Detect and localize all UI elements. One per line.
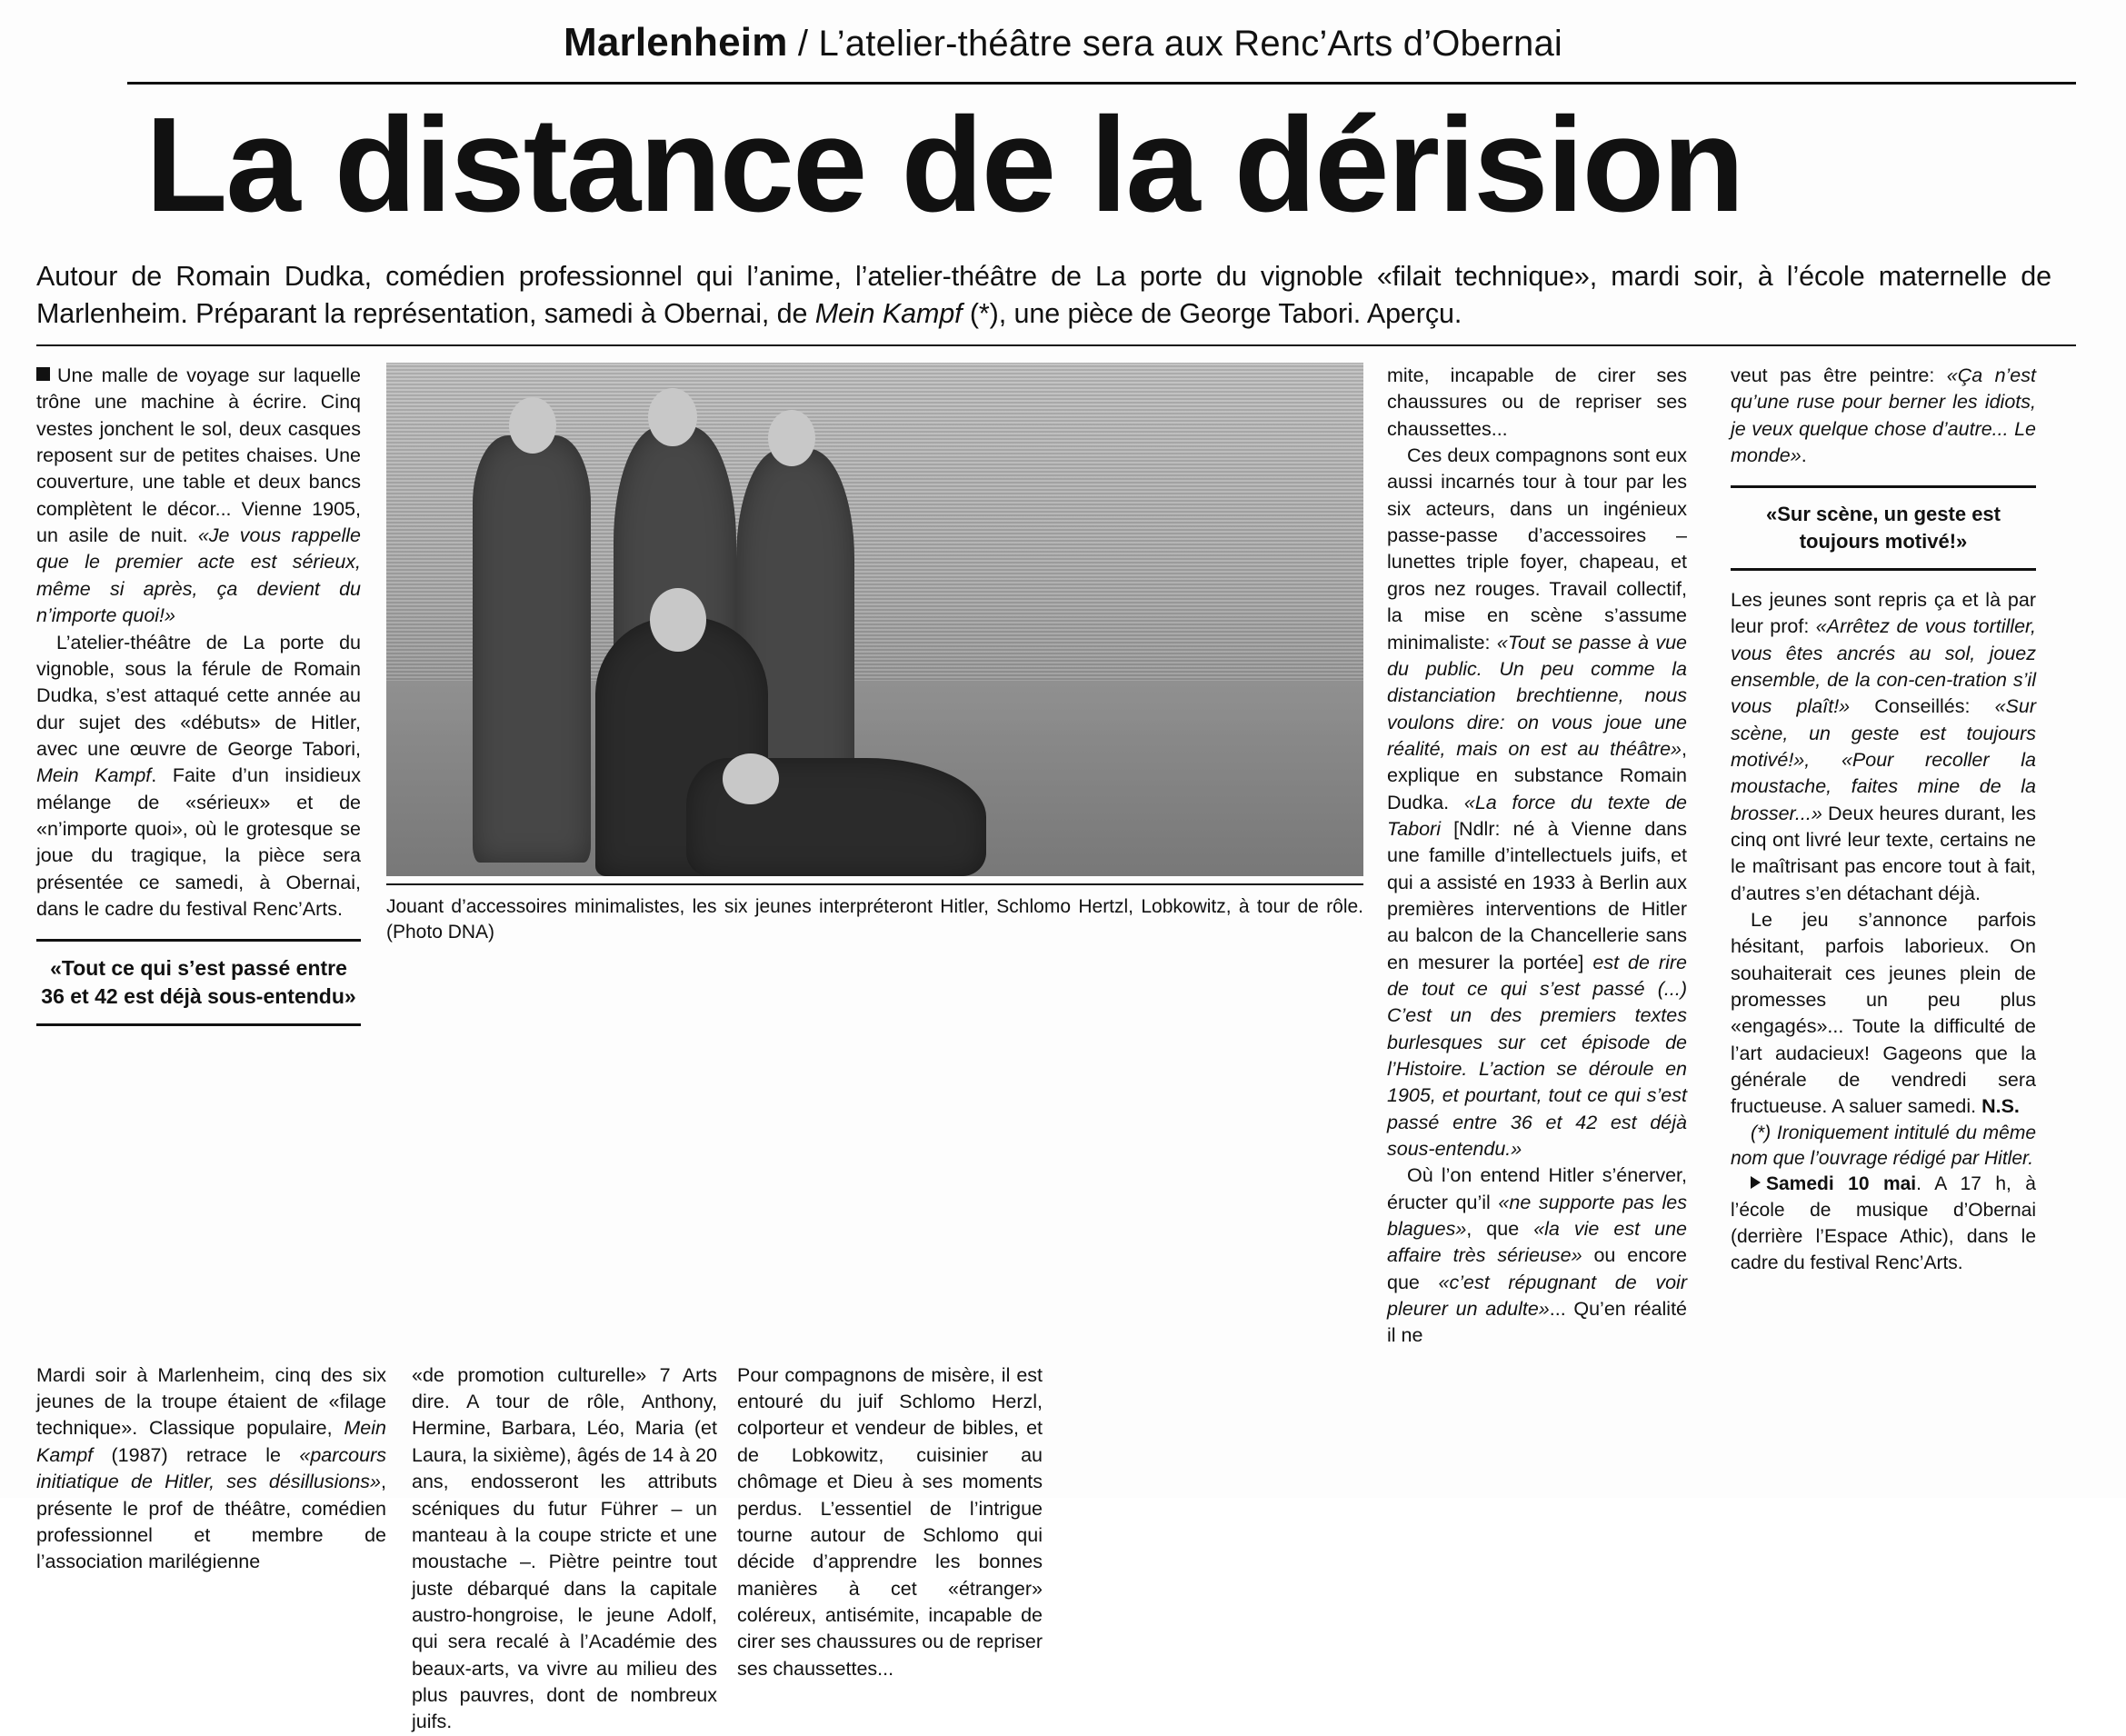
article-footnote: (*) Ironiquement intitulé du même nom que l’ouvrage rédigé par Hitler. <box>1731 1122 2036 1170</box>
column3-paragraph-2 <box>1387 443 1687 1162</box>
column3-paragraph-3 <box>1387 1162 1687 1349</box>
column1-p3-title: Mein Kampf <box>36 1417 386 1466</box>
agenda-text: . A 17 h, à l’école de musique d’Obernai (derrière l’Espace Athic), dans le cadre du festival Renc’Arts. <box>1731 1173 2036 1274</box>
column-4 <box>1709 363 2036 1350</box>
column4-p1-a: veut pas être peintre: <box>1731 364 1947 387</box>
author-signature: N.S. <box>1981 1095 2020 1118</box>
column1-p3-quote: «parcours initiatique de Hitler, ses désillusions» <box>36 1443 386 1493</box>
standfirst-part-1: Autour de Romain Dudka, comédien professionnel qui l’anime, l’atelier-théâtre de La porte du vignoble «filait technique», mardi soir, à l’école maternelle de Marlenheim. Préparant la représentation, samedi à Obernai, de <box>36 260 2051 329</box>
column1-p1-quote: «Je vous rappelle que le premier acte est sérieux, même si après, ça devient du n’importe quoi!» <box>36 524 361 627</box>
column1-p3-b: (1987) retrace le <box>93 1443 300 1466</box>
column2-paragraph-1: «de promotion culturelle» 7 Arts dire. A tour de rôle, Anthony, Hermine, Barbara, Léo, Maria (et Laura, la sixième), âgés de 14 à 20 ans, endosseront les attributs scéniques du futur Führer – un manteau à la coupe stricte et une moustache –. Piètre peintre tout juste débarqué dans la capitale austro-hongroise, le jeune Adolf, qui sera recalé à l’Académie des beaux-arts, va vivre au milieu des plus pauvres, dont de nombreux juifs. <box>412 1363 717 1733</box>
article-kicker <box>0 0 2126 65</box>
page-bottom-sliver <box>36 1489 418 1498</box>
column4-p2-quote-b: «Sur scène, un geste est toujours motivé!», «Pour recoller la moustache, faites mine de la brosser...» <box>1731 695 2036 824</box>
pull-quote-1: «Tout ce qui s’est passé entre 36 et 42 est déjà sous-entendu» <box>36 939 361 1026</box>
photo-head-center-back <box>648 388 697 446</box>
lower-column-2a <box>412 1362 737 1736</box>
column1-p2-title: Mein Kampf <box>36 764 152 787</box>
kicker-separator: / <box>787 24 819 64</box>
standfirst-part-2: (*), une pièce de George Tabori. Aperçu. <box>962 297 1462 329</box>
column4-p2-quote-a: «Arrêtez de vous tortiller, vous êtes ancrés au sol, jouez ensemble, de la con-cen-tration s’il vous plaît!» <box>1731 615 2036 718</box>
page-title: La distance de la dérision <box>145 90 1743 240</box>
article-photo <box>386 363 1363 876</box>
lower-column-2c <box>1063 1362 1389 1736</box>
column3-p4-quote-a: «ne supporte pas les blagues» <box>1387 1191 1687 1241</box>
column4-p2-c: Deux heures durant, les cinq ont livré leur texte, certains ne le maîtrisant pas encore tout à fait, d’autres s’en détachant déjà. <box>1731 802 2036 904</box>
column1-paragraph-1 <box>36 363 361 629</box>
column3-p2-quote: «Tout se passe à vue du public. Un peu comme la distanciation brechtienne, nous voulons dire: on vous joue une réalité, mais on est au théâtre» <box>1387 631 1687 760</box>
column4-paragraph-3 <box>1731 907 2036 1121</box>
column3-p4-d: ... Qu’en réalité il ne <box>1387 1298 1687 1347</box>
column3-p4-a: Où l’on entend Hitler s’énerver, éructer qu’il <box>1387 1164 1687 1213</box>
photo-caption <box>386 883 1363 946</box>
column1-p1-text: Une malle de voyage sur laquelle trône une machine à écrire. Cinq vestes jonchent le sol, deux casques reposent sur de petites chaises. Une couverture, une table et deux bancs complètent le décor... Vienne 1905, un asile de nuit. <box>36 364 361 547</box>
lower-column-1-body <box>36 1362 386 1576</box>
column4-p1-quote: «Ça n’est qu’une ruse pour berner les idiots, je veux quelque chose d’autre... Le monde» <box>1731 364 2036 467</box>
column4-p2-a: Les jeunes sont repris ça et là par leur prof: <box>1731 588 2036 638</box>
column3-paragraph-1: mite, incapable de cirer ses chaussures ou de repriser ses chaussettes... <box>1387 364 1687 440</box>
lower-column-2-group <box>412 1362 1389 1736</box>
kicker-subject: L’atelier-théâtre sera aux Renc’Arts d’Obernai <box>818 24 1562 64</box>
triangle-bullet-icon <box>1751 1176 1761 1189</box>
article-standfirst <box>0 234 2126 332</box>
photo-caption-text: Jouant d’accessoires minimalistes, les six jeunes interpréteront Hitler, Schlomo Hertzl, Lobkowitz, à tour de rôle. <box>386 896 1363 918</box>
kicker-town: Marlenheim <box>564 20 788 65</box>
photo-head-seated <box>650 588 706 652</box>
column3-p3-bracket: [Ndlr: né à Vienne dans une famille d’intellectuels juifs, et qui a assisté en 1933 à Berlin aux premières interventions de Hitler au balcon de la Chancellerie sans en mesurer la portée] <box>1387 817 1687 973</box>
column3-p2-a: Ces deux compagnons sont eux aussi incarnés tour à tour par les six acteurs, dans un ingénieux passe-passe d’accessoires – lunettes triple foyer, chapeau, et gros nez rouges. Travail collectif, la mise en scène s’assume minimaliste: <box>1387 444 1687 653</box>
photo-figure-left <box>473 435 591 863</box>
column1-p3-a: Mardi soir à Marlenheim, cinq des six jeunes de la troupe étaient de «filage technique». Classique populaire, <box>36 1363 386 1440</box>
photo-head-left <box>509 397 556 454</box>
column1-p3-c: , présente le prof de théâtre, comédien professionnel et membre de l’association marilégienne <box>36 1471 386 1573</box>
column1-p2-b: . Faite d’un insidieux mélange de «sérieux» et de «n’importe quoi», où le grotesque se joue du tragique, la pièce sera présentée ce samedi, à Obernai, dans le cadre du festival Renc’Arts. <box>36 764 362 920</box>
photo-wrapper <box>386 363 1363 876</box>
column4-paragraph-2 <box>1731 587 2036 907</box>
column1-p2-a: L’atelier-théâtre de La porte du vignoble, sous la férule de Romain Dudka, s’est attaqué cette année au dur sujet des «débuts» de Hitler, avec une œuvre de George Tabori, <box>36 631 361 760</box>
column1-paragraph-3 <box>36 1362 386 1576</box>
photo-head-right <box>768 410 815 466</box>
lower-column-1 <box>36 1362 412 1736</box>
column4-paragraph-1 <box>1731 363 2036 469</box>
main-columns <box>0 346 2126 1350</box>
column3-p2-b: , explique en substance Romain Dudka. <box>1387 737 1687 813</box>
photo-credit: (Photo DNA) <box>386 922 495 943</box>
agenda-date: Samedi 10 mai <box>1766 1173 1917 1195</box>
column-2-photo <box>386 363 1363 1350</box>
column3-p3-quote-a: «La force du texte de Tabori <box>1387 791 1687 840</box>
lower-column-2b <box>737 1362 1063 1736</box>
square-bullet-icon <box>36 367 50 381</box>
column-3 <box>1363 363 1709 1350</box>
column3-p4-b: , que <box>1466 1218 1534 1241</box>
column3-p3-quote-b: est de rire de tout ce qui s’est passé (...) C’est un des premiers textes burlesques sur cet épisode de l’Histoire. L’action se déroule en 1905, et pourtant, tout ce qui s’est passé entre 36 et 42 est déjà sous-entendu.» <box>1387 951 1687 1161</box>
photo-head-lying <box>723 753 779 804</box>
pull-quote-2: «Sur scène, un geste est toujours motivé!» <box>1731 485 2036 570</box>
column1-paragraph-2 <box>36 630 361 923</box>
header-rule <box>127 82 2076 85</box>
column3-p4-quote-b: «la vie est une affaire très sérieuse» <box>1387 1218 1687 1267</box>
column2-paragraph-2: Pour compagnons de misère, il est entouré du juif Schlomo Herzl, colporteur et vendeur de bibles, et de Lobkowitz, cuisinier au chômage et Dieu à ses moments perdus. L’essentiel de l’intrigue tourne autour de Schlomo qui décide d’apprendre les bonnes manières à cet «étranger» coléreux, antisémite, incapable de cirer ses chaussures ou de repriser ses chaussettes... <box>737 1363 1043 1680</box>
standfirst-work-title: Mein Kampf <box>814 297 963 329</box>
column3-p4-c: ou encore que <box>1387 1244 1687 1293</box>
column4-p1-b: . <box>1801 444 1807 467</box>
column3-p4-quote-c: «c’est répugnant de voir pleurer un adulte» <box>1387 1271 1687 1321</box>
column-1 <box>36 363 386 1350</box>
lower-columns <box>0 1362 2126 1736</box>
column4-p2-b: Conseillés: <box>1850 695 1995 718</box>
agenda-item <box>1731 1172 2036 1277</box>
column4-p3-text: Le jeu s’annonce parfois hésitant, parfois laborieux. On souhaiterait ces jeunes plein de promesses un peu plus «engagés»... Toute la difficulté de l’art audacieux! Gageons que la générale de vendredi sera fructueuse. A saluer samedi. <box>1731 908 2036 1118</box>
